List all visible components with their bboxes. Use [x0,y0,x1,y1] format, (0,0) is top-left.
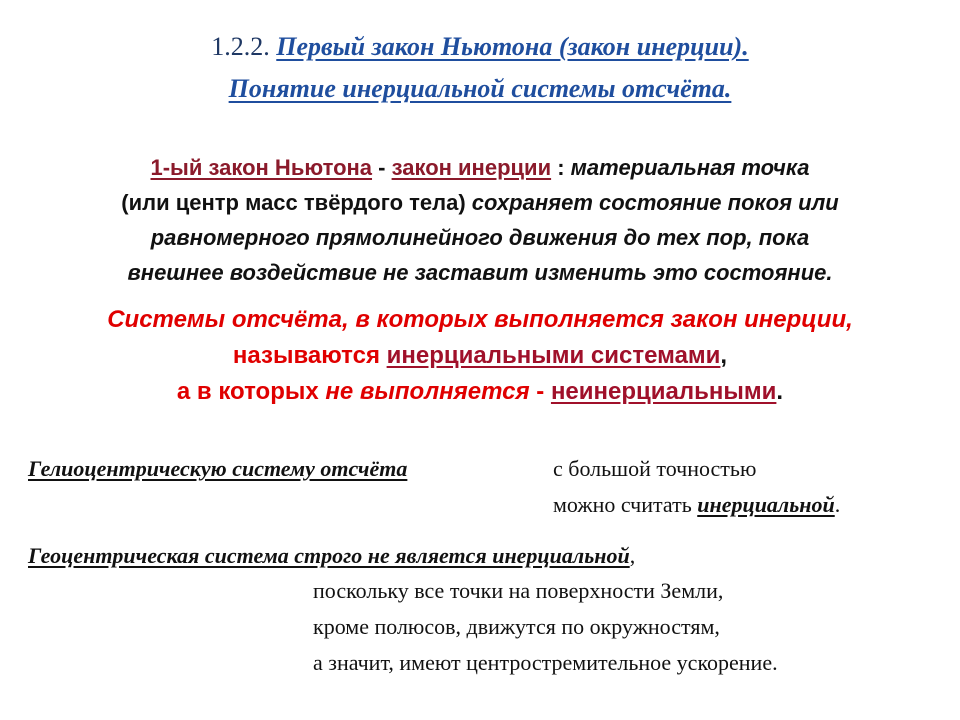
law-colon: : [551,155,571,180]
frames-comma: , [720,342,728,369]
frames-text-3: а в которых [176,378,326,405]
law-line-1 [0,150,960,185]
geo-line-3: а значит, имеют центростремительное ускорение. [313,650,778,675]
frames-line-3 [0,374,960,410]
page-title [0,30,960,64]
newton-law-link[interactable]: 1-ый закон Ньютона [150,155,373,180]
geo-line-1: поскольку все точки на поверхности Земли, [313,578,724,603]
helio-line-1: с большой точностью [553,456,757,481]
law-text-2b: сохраняет состояние покоя или [465,190,839,215]
inertia-law-link[interactable]: закон инерции [391,155,552,180]
frames-line-1: Системы отсчёта, в которых выполняется закон инерции, [107,306,853,333]
law-text-2a: (или центр масс твёрдого тела) [121,190,466,215]
geo-heading: Геоцентрическая система строго не является инерциальной [28,543,630,568]
frames-text-2: называются [232,342,387,369]
law-line-3: равномерного прямолинейного движения до тех пор, пока [150,225,810,250]
law-text-1: материальная точка [570,155,810,180]
helio-inertial-link[interactable]: инерциальной [697,492,835,517]
frames-dot: . [776,378,784,405]
helio-line-2 [553,490,840,520]
title-line-1: Первый закон Ньютона (закон инерции). [276,32,749,61]
geo-line-2: кроме полюсов, движутся по окружностям, [313,614,720,639]
helio-heading: Гелиоцентрическую систему отсчёта [28,456,408,481]
subtitle [0,72,960,106]
inertial-systems-link[interactable]: инерциальными системами [386,342,721,369]
geo-heading-comma: , [629,543,636,568]
non-inertial-link[interactable]: неинерциальными [550,378,777,405]
geo-heading-row [28,541,635,571]
helio-dot: . [834,492,841,517]
frames-dash: - [529,378,551,405]
law-dash: - [372,155,392,180]
law-line-2 [0,185,960,220]
helio-text-2: можно считать [553,492,698,517]
frames-not-fulfilled: не выполняется [325,378,530,405]
section-number: 1.2.2. [211,32,270,61]
title-line-2: Понятие инерциальной системы отсчёта. [228,74,732,103]
frames-line-2 [0,338,960,374]
law-line-4: внешнее воздействие не заставит изменить это состояние. [127,260,833,285]
